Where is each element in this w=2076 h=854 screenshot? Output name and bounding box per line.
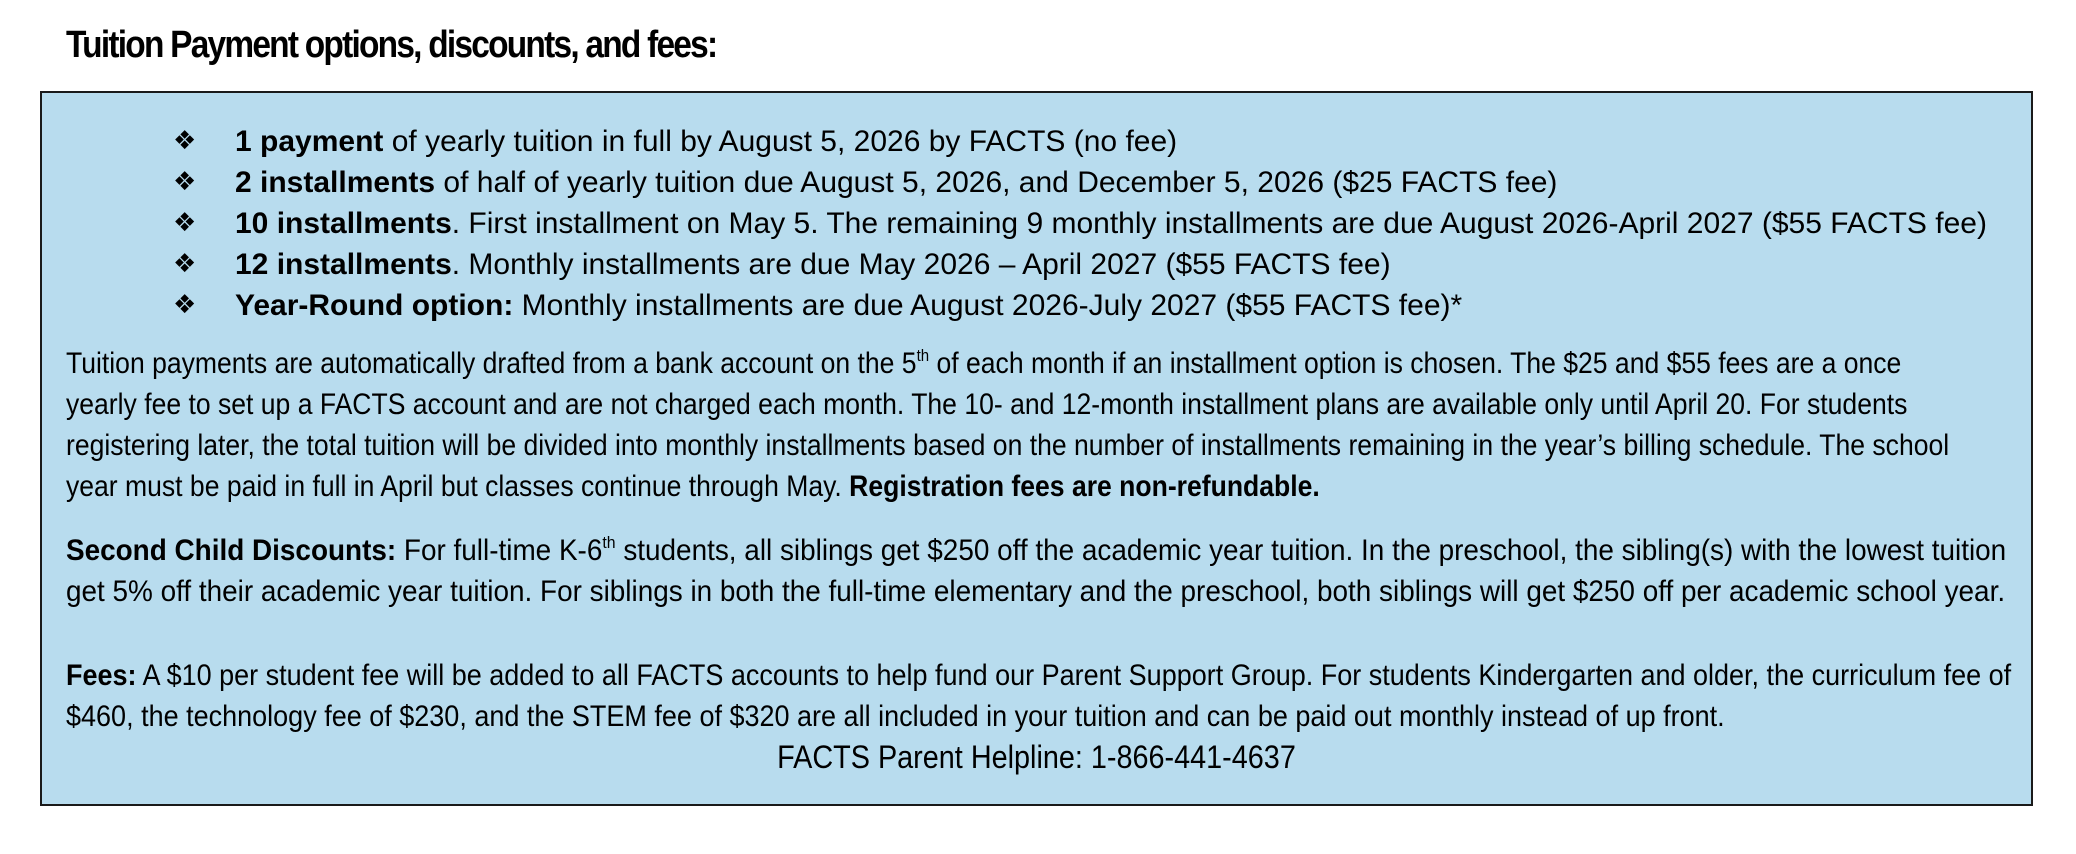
option-text: of half of yearly tuition due August 5, 2026, and December 5, 2026 ($25 FACTS fee) <box>435 166 1558 199</box>
facts-helpline: FACTS Parent Helpline: 1-866-441-4637 <box>777 739 1296 775</box>
option-text: Monthly installments are due August 2026-July 2027 ($55 FACTS fee)* <box>513 289 1463 322</box>
payment-option-4 <box>137 244 1987 285</box>
payment-option-1 <box>137 121 1987 162</box>
option-text: . First installment on May 5. The remaining 9 monthly installments are due August 2026-April 2027 ($55 FACTS fee) <box>451 207 1987 240</box>
payment-terms-paragraph: Tuition payments are automatically drafted from a bank account on the 5th of each month if an installment option is chosen. The $25 and $55 fees are a once yearly fee to set up a FACTS account and are not charged each month. The 10- and 12-month installment plans are available only until April 20. For students registering later, the total tuition will be divided into monthly installments based on the number of installments remaining in the year’s billing schedule. The school year must be paid in full in April but classes continue through May. Registration fees are non-refundable. <box>66 346 1950 503</box>
sibling-discount-label: Second Child Discounts: <box>66 534 397 567</box>
option-label: Year-Round option: <box>235 289 514 322</box>
option-label: 1 payment <box>235 125 384 158</box>
option-label: 10 installments <box>235 207 452 240</box>
payment-option-5 <box>137 285 1987 326</box>
payment-option-3 <box>137 203 1987 244</box>
fees-paragraph: Fees: A $10 per student fee will be added to all FACTS accounts to help fund our Parent Support Group. For students Kindergarten and older, the curriculum fee of $460, the technology fee of $230, and the STEM fee of $320 are all included in your tuition and can be paid out monthly instead of up front. <box>66 659 2012 733</box>
page-title: Tuition Payment options, discounts, and fees: <box>66 24 717 66</box>
option-label: 12 installments <box>235 248 452 281</box>
tuition-info-box <box>40 91 2033 806</box>
diamond-bullet-icon: ❖ <box>173 167 197 197</box>
option-label: 2 installments <box>235 166 436 199</box>
payment-options-list <box>137 121 1987 326</box>
diamond-bullet-icon: ❖ <box>173 126 197 156</box>
non-refundable-notice: Registration fees are non-refundable. <box>849 470 1320 503</box>
option-text: of yearly tuition in full by August 5, 2026 by FACTS (no fee) <box>383 125 1178 158</box>
diamond-bullet-icon: ❖ <box>173 208 197 238</box>
diamond-bullet-icon: ❖ <box>173 290 197 320</box>
payment-option-2 <box>137 162 1987 203</box>
diamond-bullet-icon: ❖ <box>173 249 197 279</box>
fees-label: Fees: <box>66 659 137 692</box>
option-text: . Monthly installments are due May 2026 – April 2027 ($55 FACTS fee) <box>451 248 1391 281</box>
sibling-discount-paragraph: Second Child Discounts: For full-time K-6th students, all siblings get $250 off the academic year tuition. In the preschool, the sibling(s) with the lowest tuition get 5% off their academic year tuition. For siblings in both the full-time elementary and the preschool, both siblings will get $250 off per academic school year. <box>66 533 2007 608</box>
